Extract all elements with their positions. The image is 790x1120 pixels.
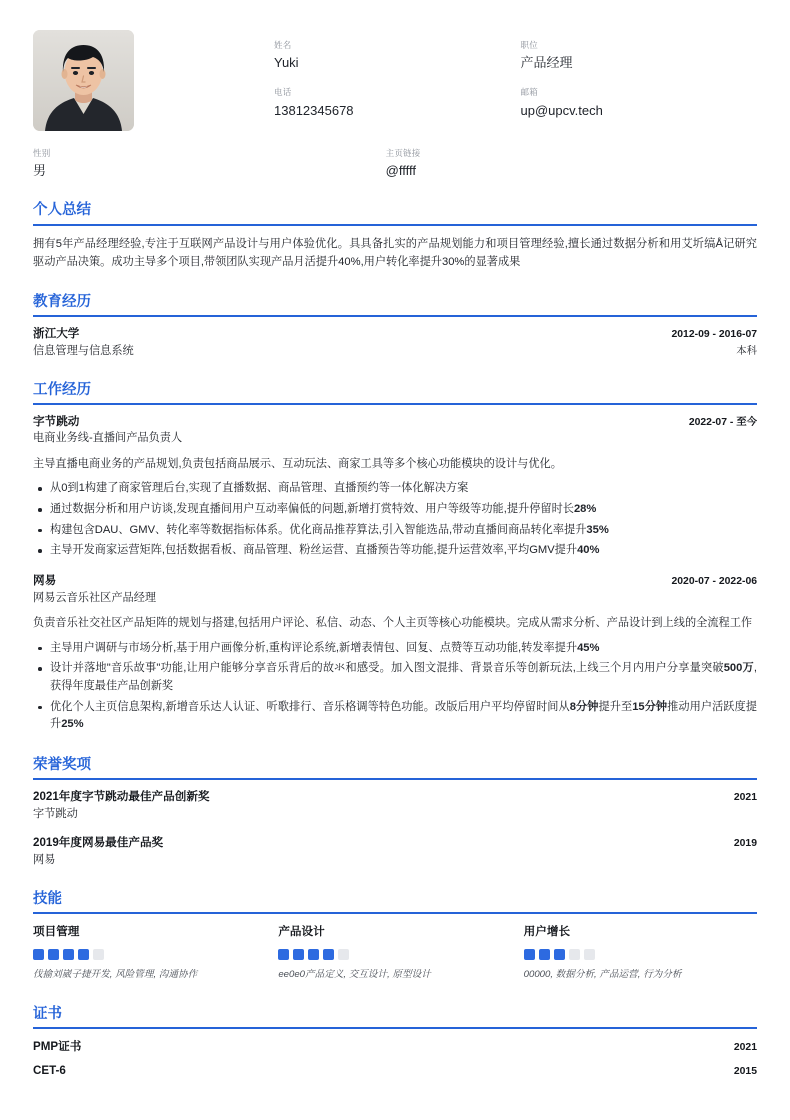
skill-name: 产品设计: [278, 924, 325, 938]
section-title-summary: 个人总结: [33, 202, 91, 219]
education-date: 2012-09 - 2016-07: [671, 328, 757, 340]
field-value: up@upcv.tech: [520, 102, 603, 118]
field-spacer: [522, 148, 757, 179]
education-entry: [33, 326, 757, 359]
work-description: 主导直播电商业务的产品规划,负责包括商品展示、互动玩法、商家工具等多个核心功能模块的设计与优化。: [33, 457, 562, 470]
section-education: [33, 293, 757, 359]
section-divider: [33, 1027, 757, 1029]
education-major: 信息管理与信息系统: [33, 344, 134, 357]
award-year: 2019: [733, 837, 757, 849]
skill-dot-empty: [584, 949, 595, 960]
certificate-year: 2015: [733, 1065, 757, 1077]
field-value: Yuki: [274, 55, 299, 71]
skills-grid: [33, 923, 757, 983]
section-summary: [33, 201, 757, 270]
skill-dot-filled: [63, 949, 74, 960]
award-year: 2021: [733, 792, 757, 804]
field-label: 电话: [274, 87, 292, 98]
skill-dot-filled: [278, 949, 289, 960]
section-skills: [33, 890, 757, 983]
skill-dot-filled: [539, 949, 550, 960]
skill-level-meter: [278, 949, 511, 960]
award-name: 2021年度字节跳动最佳产品创新奖: [33, 790, 210, 804]
skill-dot-filled: [48, 949, 59, 960]
work-bullet: 主导用户调研与市场分析,基于用户画像分析,重构评论系统,新增表情包、回复、点赞等互动功能,转发率提升45%: [33, 640, 757, 658]
work-description: 负责音乐社交社区产品矩阵的规划与搭建,包括用户评论、私信、动态、个人主页等核心功能模块。完成从需求分析、产品设计到上线的全流程工作: [33, 616, 753, 629]
field-value: 男: [33, 163, 47, 179]
skill-keywords: ee0e0产品定义, 交互设计, 原型设计: [278, 968, 431, 980]
work-bullet: 主导开发商家运营矩阵,包括数据看板、商品管理、粉丝运营、直播预告等功能,提升运营效率,平均GMV提升40%: [33, 542, 757, 560]
skill-name: 项目管理: [33, 924, 80, 938]
work-entry-sub: [33, 590, 757, 606]
section-title-education: 教育经历: [33, 293, 91, 310]
field-name: [274, 40, 511, 71]
work-bullet-list: [33, 480, 757, 560]
field-phone: [274, 87, 511, 118]
field-label: 邮箱: [520, 87, 538, 98]
work-bullet-list: [33, 640, 757, 734]
section-awards: [33, 756, 757, 868]
education-degree: 本科: [736, 345, 757, 357]
skill-dot-filled: [78, 949, 89, 960]
field-value: @fffff: [385, 163, 416, 179]
summary-text: 拥有5年产品经理经验,专注于互联网产品设计与用户体验优化。具具备扎实的产品规划能力和项目管理经验,擅长通过数据分析和用艾圻缟Å记研究驱动产品决策。成功主导多个项目,带领团队实现产品月活提升40%,用户转化率提升30%的显著成果: [33, 237, 757, 268]
award-entry-sub: [33, 806, 757, 822]
certificate-row: [33, 1064, 757, 1077]
skill-keywords: 伐揄刘崴子捷开发, 风险管理, 沟通协作: [33, 968, 198, 980]
field-value: 产品经理: [520, 55, 573, 71]
award-entry-head: [33, 835, 757, 852]
skill-level-meter: [33, 949, 266, 960]
certificate-name: PMP证书: [33, 1039, 82, 1053]
education-school: 浙江大学: [33, 326, 80, 340]
work-date: 2020-07 - 2022-06: [671, 576, 757, 588]
award-entry-sub: [33, 852, 757, 868]
work-date: 2022-07 - 至今: [688, 416, 757, 428]
field-label: 性别: [33, 148, 51, 158]
skill-dot-filled: [293, 949, 304, 960]
work-entry-head: [33, 414, 757, 431]
work-bullet: 设计并落地"音乐故事"功能,让用户能够分享音乐背后的故氺和感受。加入图文混排、背景音乐等创新玩法,上线三个月内用户分享量突破500万,获得年度最佳产品创新奖: [33, 660, 757, 695]
section-title-skills: 技能: [33, 890, 62, 907]
avatar: [33, 30, 134, 131]
resume-header: [33, 30, 757, 179]
work-entry: [33, 573, 757, 734]
work-role: 电商业务线-直播间产品负责人: [33, 432, 183, 445]
award-entry: [33, 789, 757, 822]
work-bullet: 优化个人主页信息架构,新增音乐达人认证、听歌排行、音乐格调等特色功能。改版后用户平均停留时间从8分钟提升至15分钟推动用户活跃度提升25%: [33, 699, 757, 734]
work-bullet: 通过数据分析和用户访谈,发现直播间用户互动率偏低的问题,新增打赏特效、用户等级等功能,提升停留时长28%: [33, 501, 757, 519]
section-title-work: 工作经历: [33, 381, 91, 398]
header-top-row: [33, 30, 757, 131]
work-role: 网易云音乐社区产品经理: [33, 591, 157, 604]
award-issuer: 网易: [33, 853, 56, 866]
work-bullet: 构建包含DAU、GMV、转化率等数据指标体系。优化商品推荐算法,引入智能选品,带动直播间商品转化率提升35%: [33, 522, 757, 540]
skill-dot-empty: [569, 949, 580, 960]
award-entry-head: [33, 789, 757, 806]
certificate-row: [33, 1038, 757, 1054]
work-bullet: 从0到1构建了商家管理后台,实现了直播数据、商品管理、直播预约等一体化解决方案: [33, 480, 757, 498]
award-name: 2019年度网易最佳产品奖: [33, 835, 164, 849]
section-certificates: [33, 1005, 757, 1077]
education-entry-head: [33, 326, 757, 343]
field-label: 职位: [520, 40, 538, 50]
work-entry-head: [33, 573, 757, 590]
section-divider: [33, 778, 757, 780]
skill-dot-filled: [524, 949, 535, 960]
work-company: 字节跳动: [33, 414, 80, 428]
work-company: 网易: [33, 574, 57, 588]
header-bottom-row: [33, 148, 757, 179]
section-divider: [33, 403, 757, 405]
section-title-awards: 荣誉奖项: [33, 757, 91, 774]
section-divider: [33, 224, 757, 226]
field-value: 13812345678: [274, 102, 354, 118]
skill-name: 用户增长: [523, 924, 571, 938]
section-divider: [33, 315, 757, 317]
skill-dot-filled: [323, 949, 334, 960]
work-entry-sub: [33, 430, 757, 446]
skill-dot-filled: [554, 949, 565, 960]
certificate-name: CET-6: [33, 1063, 66, 1077]
field-email: [521, 87, 758, 118]
education-entry-sub: [33, 343, 757, 359]
award-issuer: 字节跳动: [33, 807, 78, 820]
section-title-certificates: 证书: [33, 1005, 62, 1022]
field-gender: [33, 148, 268, 179]
certificate-year: 2021: [733, 1041, 757, 1053]
award-entry: [33, 835, 757, 868]
work-entry: [33, 414, 757, 560]
skill-dot-filled: [308, 949, 319, 960]
skill-keywords: 00000, 数据分析, 产品运营, 行为分析: [523, 968, 682, 980]
field-homepage: [386, 148, 513, 179]
skill-dot-empty: [338, 949, 349, 960]
skill-item-user-growth: [524, 923, 757, 983]
skill-dot-filled: [33, 949, 44, 960]
skill-item-product-design: [278, 923, 511, 983]
field-label: 姓名: [274, 40, 292, 50]
field-position: [521, 40, 758, 71]
section-divider: [33, 912, 757, 914]
portrait-illustration: [33, 30, 134, 131]
header-fields-grid: [274, 30, 757, 119]
field-label: 主页链接: [385, 148, 421, 158]
skill-level-meter: [524, 949, 757, 960]
skill-dot-empty: [93, 949, 104, 960]
skill-item-project-management: [33, 923, 266, 983]
section-work: [33, 381, 757, 734]
